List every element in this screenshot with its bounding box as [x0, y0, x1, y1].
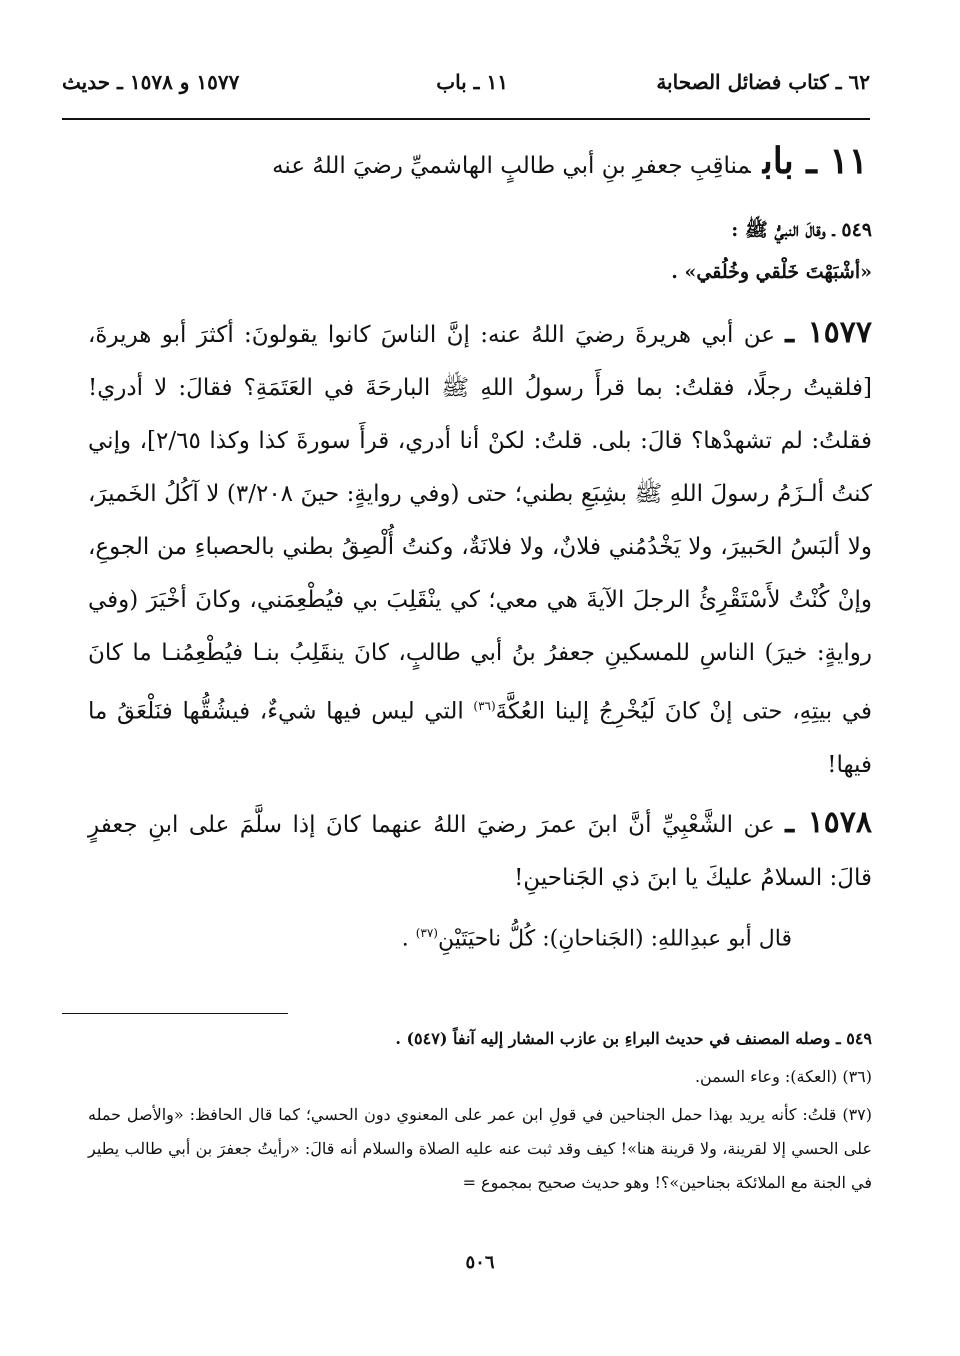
- page-number: ٥٠٦: [465, 1252, 495, 1273]
- header-chapter: ١١ ـ باب: [436, 70, 508, 94]
- footnote-ref-37[interactable]: (٣٧): [415, 925, 438, 940]
- hadith-text: عن الشَّعْبِيِّ أنَّ ابنَ عمرَ رضيَ اللهُ عنهما كانَ إذا سلَّمَ على ابنِ جعفرٍ قالَ: السلامُ عليكَ يا ابنَ ذي الجَناحينِ!: [88, 811, 872, 891]
- muallaq-intro: ٥٤٩ ـ وقالَ النبيُّ ﷺ :: [731, 219, 872, 241]
- running-header: [62, 70, 870, 106]
- main-text: [88, 212, 872, 965]
- author-note: [88, 907, 872, 965]
- hadith-text-end: التي ليس فيها شيءٌ، فيشُقُّها فنَلْعَقُ ما فيها!: [88, 698, 872, 778]
- footnote-549: ٥٤٩ ـ وصله المصنف في حديث البراءِ بن عازب المشار إليه آنفاً (٥٤٧) .: [395, 1029, 872, 1048]
- hadith-1577: [88, 306, 872, 792]
- chapter-number: ١١ ـ باب: [762, 140, 868, 182]
- header-book-title: ٦٢ ـ كتاب فضائل الصحابة: [656, 70, 870, 94]
- header-divider: [62, 118, 870, 120]
- footnote-ref-36[interactable]: (٣٦): [473, 699, 496, 713]
- chapter-title: مناقِبِ جعفرِ بنِ أبي طالبٍ الهاشميِّ رضيَ اللهُ عنه: [272, 153, 751, 179]
- footnotes: [88, 1022, 872, 1204]
- hadith-1578: [88, 796, 872, 905]
- muallaq-quote: «أشْبَهْتَ خَلْقي وخُلُقي» .: [671, 261, 872, 283]
- footnote-36: (٣٦) (العكة): وعاء السمن.: [694, 1067, 872, 1086]
- hadith-text: عن أبي هريرةَ رضيَ اللهُ عنه: إنَّ الناسَ كانوا يقولونَ: أكثرَ أبو هريرةَ، [فلقيتُ رجلًا، فقلتُ: بما قرأَ رسولُ اللهِ ﷺ البارحَةَ في العَتَمَةِ؟ فقالَ: لا أدري! فقلتُ: لم تشهدْها؟ قالَ: بلى. قلتُ: لكنْ أنا أدري، قرأَ سورةَ كذا وكذا ٢/٦٥]، وإني كنتُ ألـزَمُ رسولَ اللهِ ﷺ بشِبَعِ بطني؛ حتى (وفي روايةٍ: حينَ ٣/٢٠٨) لا آكُلُ الخَميرَ، ولا ألبَسُ الحَبيرَ، ولا يَخْدُمُني فلانٌ، ولا فلانَةٌ، وكنتُ أُلْصِقُ بطني بالحصباءِ من الجوعِ، وإنْ كُنْتُ لأَسْتَقْرِئُ الرجلَ الآيةَ هي معي؛ كي ينْقَلِبَ بي فيُطْعِمَني، وكانَ أخْيَرَ (وفي روايةٍ: خيرَ) الناسِ للمسكينِ جعفرُ بنُ أبي طالبٍ، كانَ ينقَلِبُ بنـا فيُطْعِمُنـا ما كانَ في بيتِهِ، حتى إنْ كانَ لَيُخْرِجُ إلينا العُكَّةَ: [88, 322, 873, 725]
- footnote-37: (٣٧) قلتُ: كأنه يريد بهذا حمل الجناحين في قولِ ابن عمر على المعنوي دون الحسي؛ كما قال الحافظ: «والأصل حمله على الحسي إلا لقرينة، ولا قرينة هنا»! كيف وقد ثبت عنه عليه الصلاة والسلام أنه قالَ: «رأيتُ جعفرَ بن أبي طالب يطير في الجنة مع الملائكة بجناحين»؟! وهو حديث صحيح بمجموع =: [88, 1105, 872, 1192]
- chapter-heading: [88, 140, 868, 182]
- author-note-text: قال أبو عبدِاللهِ: (الجَناحانِ): كُلُّ ناحيَتَيْنِ: [437, 925, 792, 951]
- hadith-number: ١٥٧٨ ـ: [785, 804, 873, 840]
- hadith-number: ١٥٧٧ ـ: [785, 315, 873, 350]
- header-hadith-range: ١٥٧٧ و ١٥٧٨ ـ حديث: [62, 70, 240, 94]
- footnote-divider: [62, 1013, 288, 1014]
- author-note-end: .: [401, 925, 409, 951]
